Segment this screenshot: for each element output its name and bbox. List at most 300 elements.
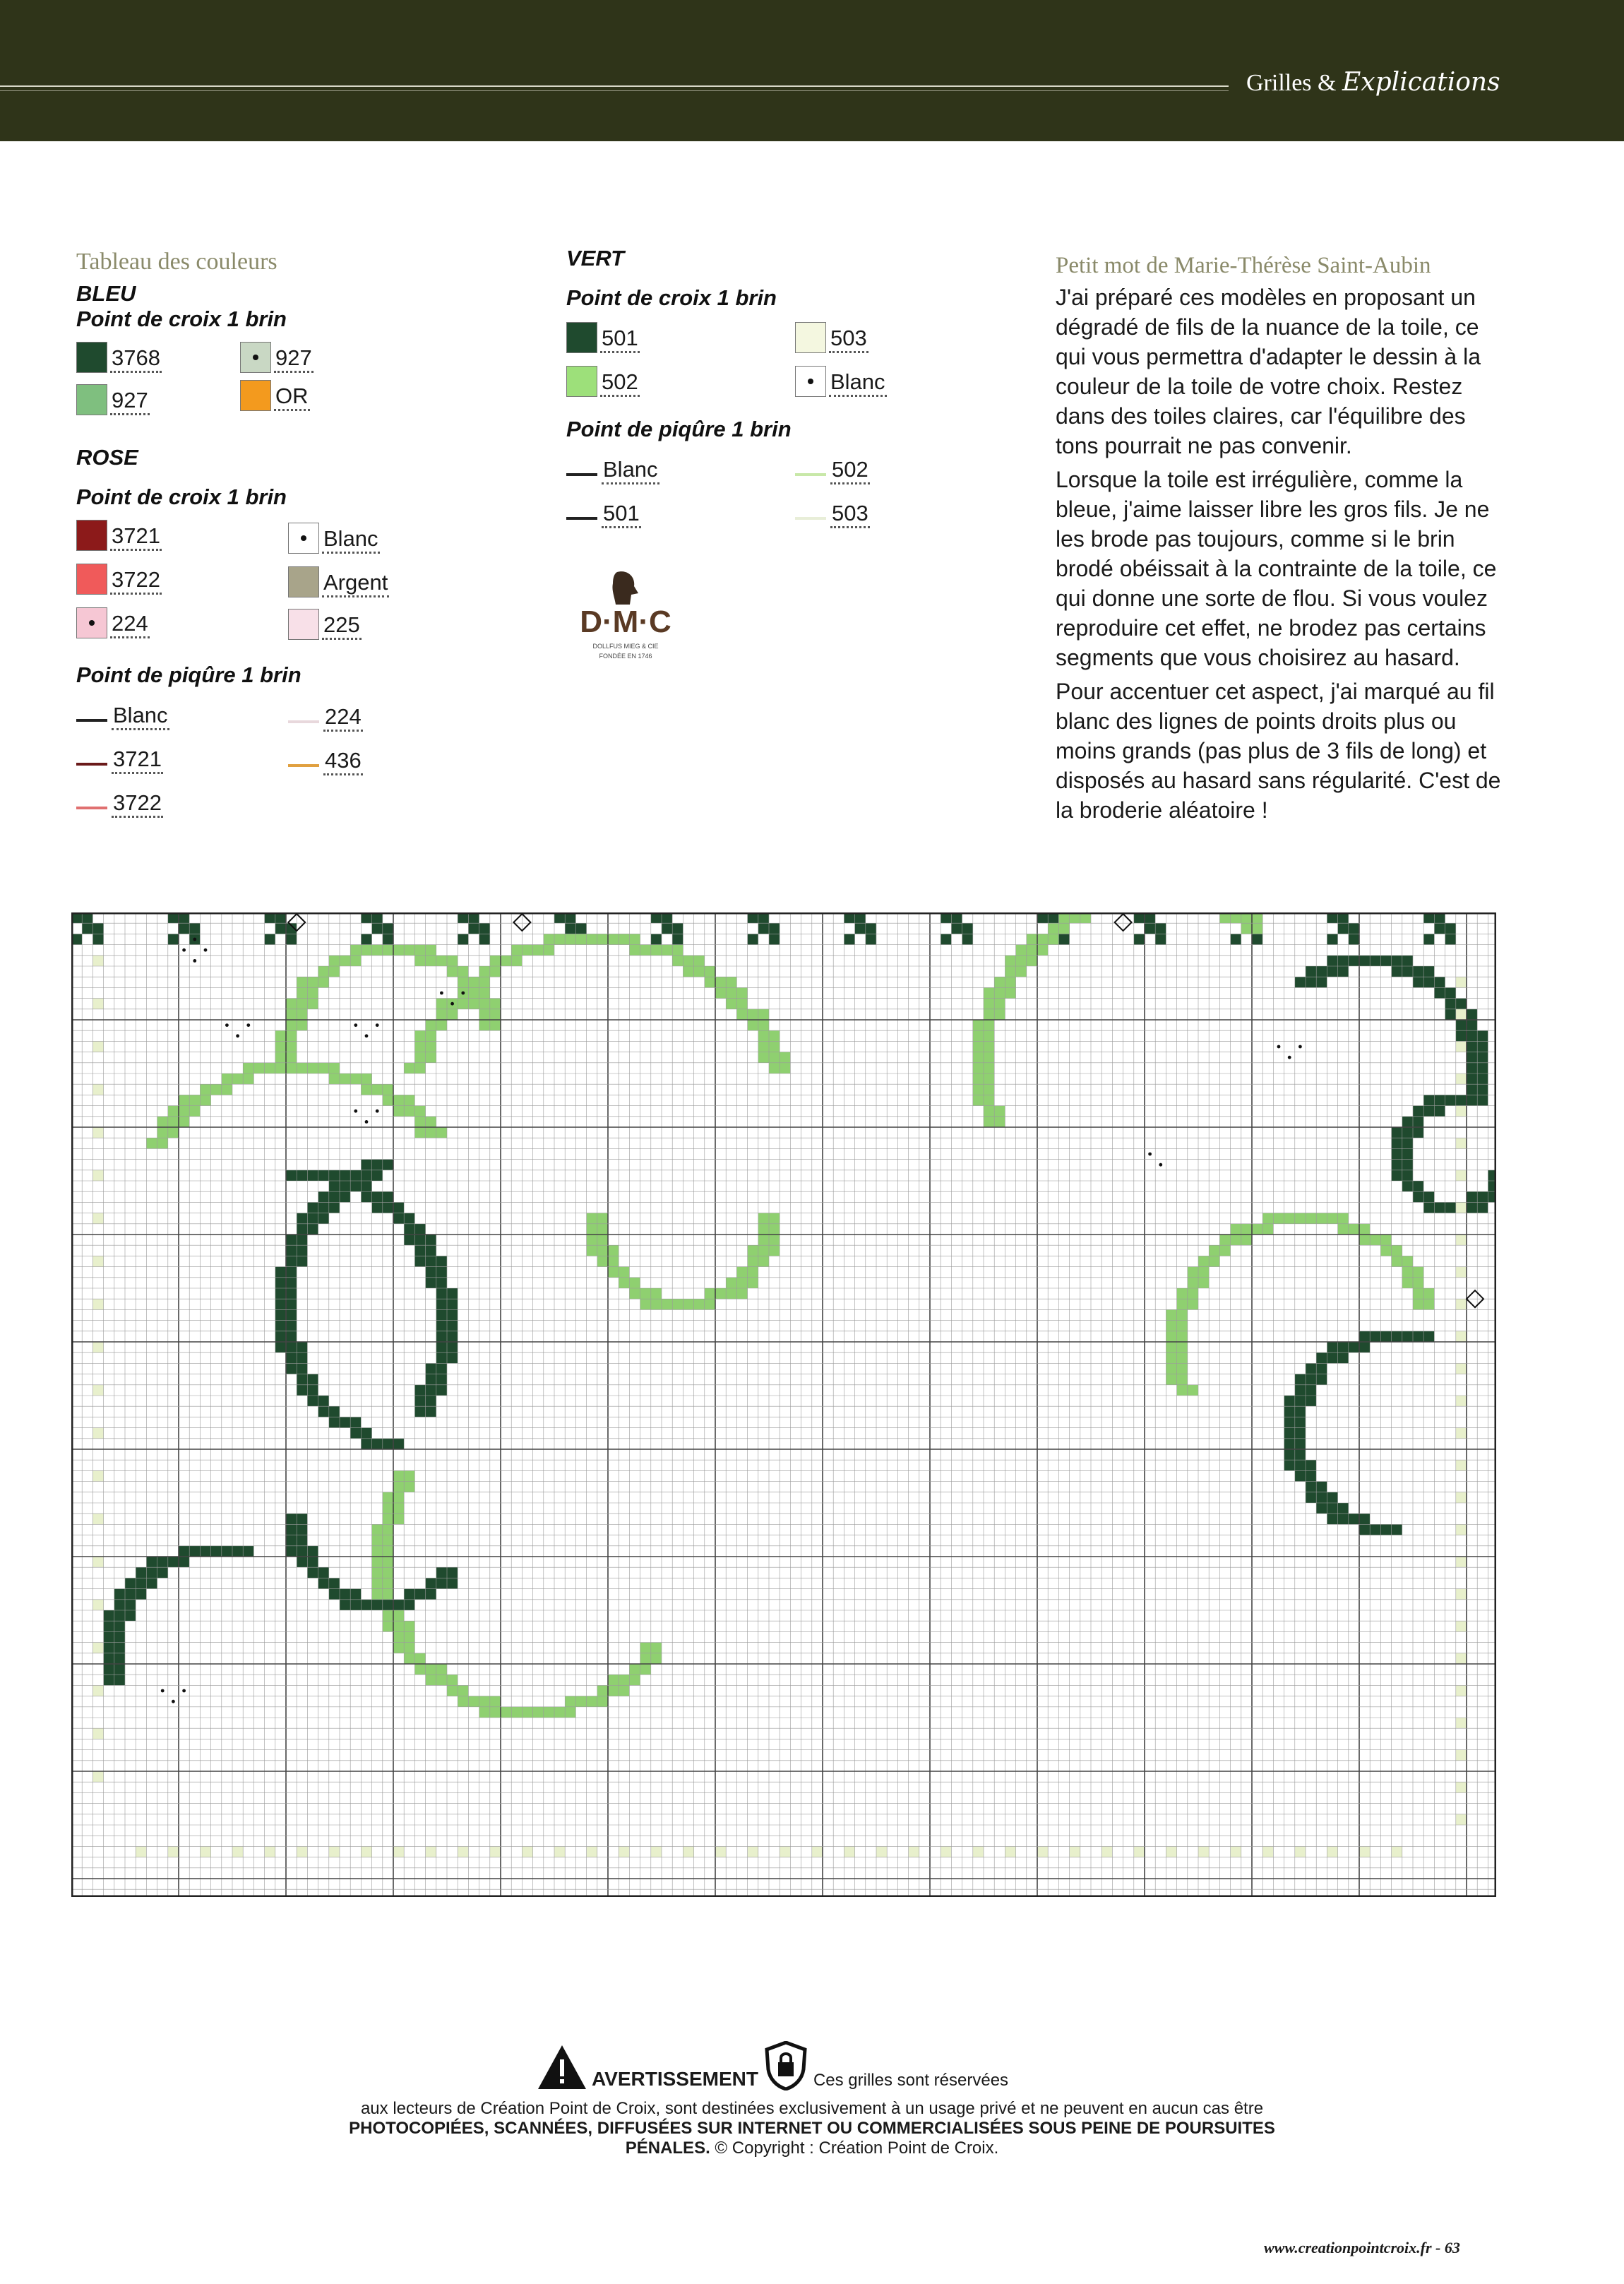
light-stitch [1456, 1106, 1467, 1117]
dark-stitch [275, 1288, 286, 1299]
dark-stitch [1467, 1020, 1477, 1030]
mid-stitch [393, 1513, 404, 1524]
dark-stitch [1467, 1073, 1477, 1084]
dmc-logo-line1: DOLLFUS MIEG & CIE [592, 643, 659, 650]
color-swatch [795, 366, 826, 397]
light-stitch [92, 1385, 103, 1396]
dark-stitch [1359, 1524, 1370, 1535]
mid-stitch [597, 934, 608, 944]
dark-stitch [1295, 1439, 1306, 1449]
dark-stitch [426, 1245, 436, 1256]
dark-stitch [1413, 1106, 1423, 1117]
mid-stitch [984, 1052, 994, 1063]
mid-stitch [501, 1707, 511, 1718]
dark-stitch [565, 923, 575, 934]
mid-stitch [340, 1073, 350, 1084]
mid-stitch [168, 1127, 179, 1138]
dark-stitch [168, 1557, 179, 1567]
light-stitch [1456, 1718, 1467, 1728]
mid-stitch [157, 1117, 168, 1127]
dark-stitch [1316, 1503, 1327, 1513]
mid-stitch [490, 999, 501, 1009]
mid-stitch [597, 1224, 608, 1235]
dot-symbol [182, 1689, 186, 1693]
dark-stitch [350, 1600, 361, 1610]
swatch-item [76, 380, 150, 415]
dark-stitch [114, 1664, 125, 1675]
dark-stitch [479, 934, 490, 944]
mid-stitch [973, 1030, 984, 1041]
mid-stitch [479, 999, 490, 1009]
mid-stitch [436, 1675, 447, 1685]
dark-stitch [307, 1213, 318, 1224]
dark-stitch [1477, 1030, 1488, 1041]
mid-stitch [490, 1009, 501, 1020]
mid-stitch [179, 1095, 189, 1105]
light-stitch [1456, 977, 1467, 987]
dark-stitch [393, 1439, 404, 1449]
dark-stitch [1402, 1331, 1413, 1342]
dark-stitch [1349, 1513, 1359, 1524]
dark-stitch [1402, 1117, 1413, 1127]
dark-stitch [286, 934, 297, 944]
dot-symbol [354, 1023, 357, 1027]
backstitch-item [288, 701, 363, 732]
mid-stitch [179, 1117, 189, 1127]
light-stitch [844, 1846, 854, 1857]
mid-stitch [383, 1589, 393, 1600]
light-stitch [1456, 1589, 1467, 1600]
dark-stitch [286, 1245, 297, 1256]
dark-stitch [157, 1557, 168, 1567]
light-stitch [1134, 1846, 1145, 1857]
dark-stitch [286, 1546, 297, 1557]
dark-stitch [275, 1278, 286, 1288]
page-number: 63 [1444, 2239, 1460, 2256]
mid-stitch [994, 1009, 1005, 1020]
rose-cross-heading: Point de croix 1 brin [76, 484, 287, 509]
dark-stitch [1402, 1181, 1413, 1191]
backstitch-item [76, 743, 163, 774]
backstitch-line [288, 720, 319, 723]
dark-stitch [361, 934, 371, 944]
dark-stitch [1467, 1191, 1477, 1202]
dark-stitch [329, 1170, 340, 1181]
light-stitch [1456, 1557, 1467, 1567]
mid-stitch [1005, 956, 1015, 966]
dark-stitch [1413, 966, 1423, 977]
light-stitch [1037, 1846, 1048, 1857]
dark-stitch [350, 1417, 361, 1427]
dark-stitch [1434, 1106, 1445, 1117]
mid-stitch [383, 1095, 393, 1105]
dark-stitch [436, 1309, 447, 1320]
dark-stitch [318, 1213, 329, 1224]
mid-stitch [994, 1117, 1005, 1127]
mid-stitch [490, 956, 501, 966]
dark-stitch [1380, 956, 1391, 966]
light-stitch [1231, 1846, 1241, 1857]
section-title-script: Explications [1342, 68, 1500, 97]
mid-stitch [736, 1009, 747, 1020]
dark-stitch [1359, 956, 1370, 966]
backstitch-item [288, 744, 363, 775]
color-swatch [76, 607, 107, 638]
mid-stitch [1005, 987, 1015, 998]
light-stitch [715, 1846, 726, 1857]
dark-stitch [297, 1535, 307, 1546]
dark-stitch [1423, 966, 1434, 977]
dark-stitch [318, 1406, 329, 1417]
dark-stitch [1327, 1503, 1337, 1513]
mid-stitch [608, 1685, 619, 1696]
mid-stitch [168, 1106, 179, 1117]
mid-stitch [1209, 1256, 1219, 1266]
mid-stitch [393, 1621, 404, 1631]
mid-stitch [393, 1631, 404, 1642]
mid-stitch [1166, 1374, 1176, 1385]
dark-stitch [297, 1385, 307, 1396]
mid-stitch [672, 1299, 683, 1309]
color-swatch [288, 566, 319, 597]
swatch-item [566, 318, 640, 353]
mid-stitch [447, 1009, 458, 1020]
dot-symbol [225, 1023, 229, 1027]
mid-stitch [1413, 1278, 1423, 1288]
backstitch-line [795, 473, 826, 476]
dark-stitch [340, 1191, 350, 1202]
color-swatch [288, 523, 319, 554]
mid-stitch [726, 1278, 736, 1288]
swatch-label: 225 [322, 614, 362, 640]
mid-stitch [973, 1063, 984, 1073]
dark-stitch [114, 1610, 125, 1621]
dark-stitch [297, 1546, 307, 1557]
mid-stitch [383, 1578, 393, 1588]
backstitch-line [288, 764, 319, 767]
swatch-item [76, 516, 162, 551]
dark-stitch [1434, 987, 1445, 998]
mid-stitch [318, 966, 329, 977]
mid-stitch [361, 1084, 371, 1095]
light-stitch [522, 1846, 532, 1857]
dark-stitch [1327, 1492, 1337, 1503]
mid-stitch [769, 1063, 780, 1073]
vert-back-heading: Point de piqûre 1 brin [566, 417, 792, 441]
dark-stitch [372, 1202, 383, 1213]
mid-stitch [222, 1073, 232, 1084]
mid-stitch [372, 1557, 383, 1567]
dark-stitch [1316, 966, 1327, 977]
mid-stitch [414, 1052, 425, 1063]
mid-stitch [608, 934, 619, 944]
dark-stitch [1306, 1470, 1316, 1481]
mid-stitch [1177, 1374, 1188, 1385]
mid-stitch [189, 1106, 200, 1117]
backstitch-item [795, 453, 870, 484]
light-stitch [458, 1846, 468, 1857]
mid-stitch [758, 1224, 769, 1235]
dark-stitch [426, 1578, 436, 1588]
dark-stitch [1456, 999, 1467, 1009]
mid-stitch [1380, 1235, 1391, 1245]
dark-stitch [1467, 1202, 1477, 1213]
dark-stitch [1349, 956, 1359, 966]
mid-stitch [726, 987, 736, 998]
dark-stitch [104, 1664, 114, 1675]
mid-stitch [544, 934, 554, 944]
mid-stitch [414, 1127, 425, 1138]
dark-stitch [1467, 1063, 1477, 1073]
dark-stitch [1413, 1117, 1423, 1127]
mid-stitch [769, 1245, 780, 1256]
backstitch-label: 502 [830, 458, 870, 484]
dark-stitch [866, 934, 876, 944]
mid-stitch [1338, 1224, 1349, 1235]
mid-stitch [1177, 1363, 1188, 1374]
swatch-item [240, 338, 314, 373]
dark-stitch [1338, 1513, 1349, 1524]
mid-stitch [1177, 1288, 1188, 1299]
mid-stitch [511, 956, 522, 966]
dark-stitch [1423, 977, 1434, 987]
dark-stitch [329, 1417, 340, 1427]
mid-stitch [597, 1213, 608, 1224]
mid-stitch [619, 934, 629, 944]
mid-stitch [426, 1030, 436, 1041]
dot-symbol [236, 1034, 239, 1037]
mid-stitch [1316, 1213, 1327, 1224]
swatch-item [795, 318, 868, 353]
mid-stitch [597, 1696, 608, 1707]
dark-stitch [125, 1589, 136, 1600]
mid-stitch [286, 999, 297, 1009]
mid-stitch [200, 1095, 210, 1105]
mid-stitch [984, 1030, 994, 1041]
dot-symbol [1277, 1045, 1281, 1049]
backstitch-label: 224 [323, 706, 363, 732]
dark-stitch [436, 1299, 447, 1309]
dark-stitch [1423, 1331, 1434, 1342]
mid-stitch [973, 1041, 984, 1052]
dark-stitch [1445, 1095, 1456, 1105]
dark-stitch [1359, 1331, 1370, 1342]
dark-stitch [372, 1160, 383, 1170]
mid-stitch [329, 1063, 340, 1073]
mid-stitch [736, 1278, 747, 1288]
mid-stitch [383, 1524, 393, 1535]
mid-stitch [984, 1041, 994, 1052]
dark-stitch [307, 1202, 318, 1213]
dark-stitch [350, 1181, 361, 1191]
backstitch-line [566, 473, 597, 476]
dark-stitch [1392, 1170, 1402, 1181]
light-stitch [232, 1846, 243, 1857]
cross-stitch-chart [71, 912, 1496, 1897]
mid-stitch [1027, 945, 1037, 956]
dark-stitch [114, 1621, 125, 1631]
dark-stitch [275, 1321, 286, 1331]
dark-stitch [297, 1235, 307, 1245]
mid-stitch [383, 1084, 393, 1095]
mid-stitch [575, 1696, 586, 1707]
dark-stitch [361, 1160, 371, 1170]
light-stitch [92, 1299, 103, 1309]
dark-stitch [222, 1546, 232, 1557]
mid-stitch [715, 977, 726, 987]
mid-stitch [1166, 1309, 1176, 1320]
dark-stitch [286, 1170, 297, 1181]
dark-stitch [426, 1363, 436, 1374]
color-swatch [240, 380, 271, 411]
mid-stitch [597, 1256, 608, 1266]
dark-stitch [1338, 1503, 1349, 1513]
dark-stitch [1306, 1363, 1316, 1374]
dark-stitch [286, 1342, 297, 1352]
dark-stitch [404, 1600, 414, 1610]
swatch-item [76, 559, 162, 595]
dark-stitch [297, 1352, 307, 1363]
mid-stitch [715, 1288, 726, 1299]
mid-stitch [350, 1073, 361, 1084]
mid-stitch [372, 945, 383, 956]
dot-symbol [204, 948, 208, 952]
dark-stitch [297, 1245, 307, 1256]
light-stitch [426, 1846, 436, 1857]
mid-stitch [748, 1245, 758, 1256]
mid-stitch [426, 1127, 436, 1138]
mid-stitch [758, 1020, 769, 1030]
dark-stitch [286, 1321, 297, 1331]
mid-stitch [769, 1030, 780, 1041]
mid-stitch [414, 1117, 425, 1127]
mid-stitch [758, 1245, 769, 1256]
mid-stitch [286, 1009, 297, 1020]
light-stitch [1166, 1846, 1176, 1857]
backstitch-label: 501 [602, 502, 641, 528]
mid-stitch [1037, 945, 1048, 956]
light-stitch [619, 1846, 629, 1857]
mid-stitch [1402, 1278, 1413, 1288]
mid-stitch [393, 1106, 404, 1117]
dark-stitch [1295, 1449, 1306, 1460]
dark-stitch [1338, 1342, 1349, 1352]
dark-stitch [1423, 934, 1434, 944]
dark-stitch [318, 1396, 329, 1406]
light-stitch [1456, 1009, 1467, 1020]
light-stitch [361, 1846, 371, 1857]
dark-stitch [297, 1342, 307, 1352]
dark-stitch [286, 1524, 297, 1535]
mid-stitch [200, 1084, 210, 1095]
mid-stitch [1048, 934, 1058, 944]
mid-stitch [694, 966, 705, 977]
dark-stitch [436, 1567, 447, 1578]
dark-stitch [157, 1567, 168, 1578]
dark-stitch [1284, 1449, 1295, 1460]
dot-symbol [161, 1689, 165, 1693]
mid-stitch [587, 1235, 597, 1245]
mid-stitch [984, 1009, 994, 1020]
dark-stitch [941, 934, 951, 944]
dark-stitch [1392, 1148, 1402, 1159]
mid-stitch [1177, 1352, 1188, 1363]
mid-stitch [694, 1299, 705, 1309]
dark-stitch [372, 1439, 383, 1449]
mid-stitch [994, 999, 1005, 1009]
dark-stitch [104, 1621, 114, 1631]
mid-stitch [587, 934, 597, 944]
dark-stitch [1306, 1374, 1316, 1385]
mid-stitch [1177, 1331, 1188, 1342]
mid-stitch [1349, 1224, 1359, 1235]
dark-stitch [1413, 1181, 1423, 1191]
mid-stitch [404, 1653, 414, 1664]
dot-symbol [172, 1700, 175, 1703]
backstitch-label: Blanc [112, 704, 169, 730]
mid-stitch [222, 1084, 232, 1095]
mid-stitch [1166, 1352, 1176, 1363]
dark-stitch [383, 1202, 393, 1213]
dark-stitch [383, 1160, 393, 1170]
mid-stitch [307, 1063, 318, 1073]
backstitch-item [566, 497, 641, 528]
mid-stitch [372, 1524, 383, 1535]
backstitch-line [76, 719, 107, 722]
dark-stitch [275, 1331, 286, 1342]
dark-stitch [1456, 1095, 1467, 1105]
mid-stitch [984, 1117, 994, 1127]
light-stitch [1456, 1685, 1467, 1696]
mid-stitch [608, 1675, 619, 1685]
dark-stitch [307, 1557, 318, 1567]
mid-stitch [383, 1535, 393, 1546]
dark-stitch [1349, 1342, 1359, 1352]
mid-stitch [372, 1589, 383, 1600]
light-stitch [876, 1846, 887, 1857]
mid-stitch [1016, 956, 1027, 966]
swatch-label: 3721 [110, 525, 162, 551]
light-stitch [92, 1728, 103, 1739]
dark-stitch [447, 1321, 458, 1331]
light-stitch [92, 1470, 103, 1481]
dark-stitch [1434, 1095, 1445, 1105]
mid-stitch [436, 956, 447, 966]
note-paragraph: J'ai préparé ces modèles en proposant un dégradé de fils de la nuance de la toile, ce qui vous permettra d'adapter le dessin à la couleur de la toile de votre choix. Restez dans des toiles claires, car l'équilibre des tons pourrait ne pas convenir. [1056, 285, 1481, 458]
mid-stitch [436, 999, 447, 1009]
mid-stitch [640, 1643, 651, 1653]
mid-stitch [748, 1009, 758, 1020]
mid-stitch [994, 977, 1005, 987]
light-stitch [1456, 1524, 1467, 1535]
dot-symbol-icon [253, 355, 258, 360]
swatch-label: Argent [322, 571, 389, 597]
swatch-item [76, 603, 150, 638]
dark-stitch [1392, 956, 1402, 966]
backstitch-line [76, 763, 107, 766]
mid-stitch [1166, 1363, 1176, 1374]
mid-stitch [651, 1299, 662, 1309]
mid-stitch [329, 1073, 340, 1084]
mid-stitch [1392, 1245, 1402, 1256]
mid-stitch [651, 1643, 662, 1653]
dark-stitch [1467, 1084, 1477, 1095]
dot-symbol [450, 1002, 454, 1006]
dark-stitch [1413, 1127, 1423, 1138]
dark-stitch [1370, 1331, 1380, 1342]
mid-stitch [383, 1503, 393, 1513]
mid-stitch [1327, 1213, 1337, 1224]
